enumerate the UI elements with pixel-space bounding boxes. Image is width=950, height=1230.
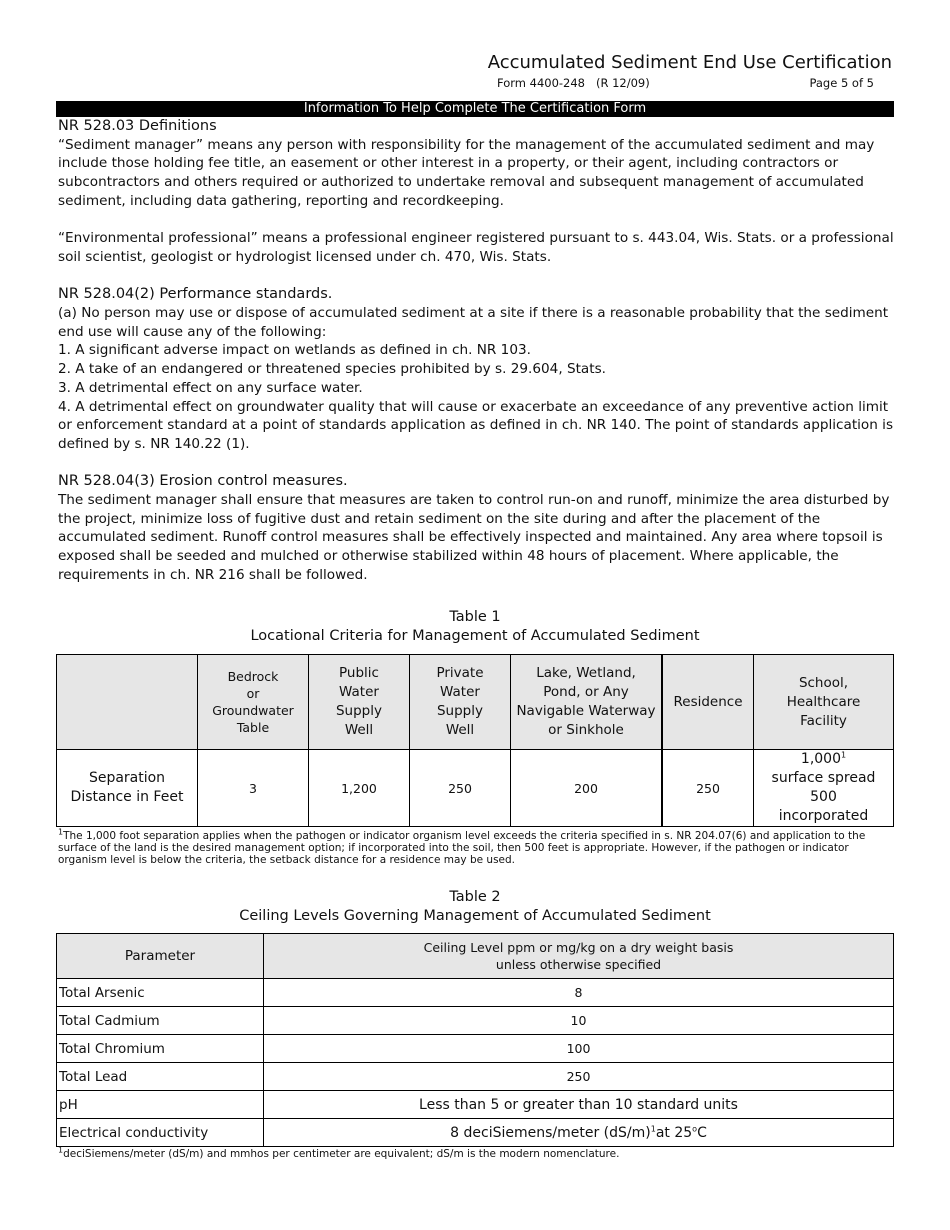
table1-caption <box>56 608 894 646</box>
table1-header-cell: Public Water Supply Well <box>309 655 410 750</box>
table2-parameter: Electrical conductivity <box>57 1119 264 1147</box>
table2-value: Less than 5 or greater than 10 standard units <box>264 1091 894 1119</box>
table2-value: 8 <box>264 979 894 1007</box>
table2-header-level: Ceiling Level ppm or mg/kg on a dry weight basis unless otherwise specified <box>264 934 894 979</box>
erosion-heading: NR 528.04(3) Erosion control measures. <box>58 473 348 490</box>
table1-header-row <box>57 655 894 750</box>
performance-item: 1. A significant adverse impact on wetlands as defined in ch. NR 103. <box>58 342 531 359</box>
ec-value-text: C <box>697 1124 707 1141</box>
table2-row <box>57 1035 894 1063</box>
performance-item: 2. A take of an endangered or threatened species prohibited by s. 29.604, Stats. <box>58 361 606 378</box>
footnote-marker: 1 <box>841 750 847 760</box>
page-number: Page 5 of 5 <box>809 76 874 90</box>
table1-value: 1,200 <box>309 750 410 827</box>
table2-value: 10 <box>264 1007 894 1035</box>
degree-mark: o <box>692 1123 698 1133</box>
body-text <box>58 117 894 585</box>
table1-footnote <box>58 827 898 866</box>
table1-value: 250 <box>410 750 511 827</box>
footnote-marker: 1 <box>58 827 64 837</box>
table1-school-value: 1,000 <box>800 751 841 767</box>
table2-row <box>57 1119 894 1147</box>
table1-title: Locational Criteria for Management of Accumulated Sediment <box>250 628 700 644</box>
table1-school-value: surface spread <box>771 770 876 786</box>
table1-header-cell: School, Healthcare Facility <box>754 655 894 750</box>
footnote-marker: 1 <box>58 1145 64 1155</box>
table2-caption <box>56 888 894 926</box>
table2-parameter: Total Arsenic <box>57 979 264 1007</box>
ec-value-text: at 25 <box>655 1124 693 1141</box>
table1-school-value: 500 <box>810 789 837 805</box>
ec-value-text: 8 deciSiemens/meter (dS/m) <box>450 1124 651 1141</box>
table2-header-parameter: Parameter <box>57 934 264 979</box>
table2-number: Table 2 <box>449 889 501 905</box>
table2-parameter: Total Chromium <box>57 1035 264 1063</box>
table2-parameter: Total Cadmium <box>57 1007 264 1035</box>
table1-header-cell: Residence <box>662 655 754 750</box>
table2-row <box>57 1063 894 1091</box>
table1-header-cell <box>57 655 198 750</box>
table1-header-cell: Bedrock or Groundwater Table <box>198 655 309 750</box>
erosion-text: The sediment manager shall ensure that measures are taken to control run-on and runoff, minimize the area disturbed by the project, minimize loss of fugitive dust and retain sediment on the site during and after the placement of the accumulated sediment. Runoff control measures shall be effectively inspected and maintained. Any area where topsoil is exposed shall be seeded and mulched or otherwise stabilized within 48 hours of placement. Where applicable, the requirements in ch. NR 216 shall be followed. <box>58 492 890 583</box>
form-number: Form 4400-248 (R 12/09) <box>497 76 650 90</box>
table1-number: Table 1 <box>449 609 501 625</box>
table1-row-label: Separation Distance in Feet <box>57 750 198 827</box>
performance-intro: (a) No person may use or dispose of accumulated sediment at a site if there is a reasonable probability that the sediment end use will cause any of the following: <box>58 305 889 340</box>
table2-row <box>57 1007 894 1035</box>
table2-footnote <box>58 1145 898 1160</box>
table2-value: 100 <box>264 1035 894 1063</box>
table2-header-row <box>57 934 894 979</box>
table1-footnote-text: The 1,000 foot separation applies when the pathogen or indicator organism level exceeds the criteria specified in s. NR 204.07(6) and application to the surface of the land is the desired management option; if incorporated into the soil, then 500 feet is appropriate. However, if the pathogen or indicator organism level is below the criteria, the setback distance for a residence may be used. <box>58 830 866 866</box>
table1-value: 250 <box>662 750 754 827</box>
table1-school-cell <box>754 750 894 827</box>
table2-row <box>57 979 894 1007</box>
table1-school-value: incorporated <box>778 808 869 824</box>
definition-environmental-professional: “Environmental professional” means a professional engineer registered pursuant to s. 443.04, Wis. Stats. or a professional soil scientist, geologist or hydrologist licensed under ch. 470, Wis. Stats. <box>58 230 894 265</box>
performance-heading: NR 528.04(2) Performance standards. <box>58 286 333 303</box>
footnote-marker: 1 <box>650 1123 656 1133</box>
table1-value: 3 <box>198 750 309 827</box>
performance-item: 4. A detrimental effect on groundwater quality that will cause or exacerbate an exceedance of any preventive action limit or enforcement standard at a point of standards application as defined in ch. NR 140. The point of standards application is defined by s. NR 140.22 (1). <box>58 398 894 452</box>
table2-row <box>57 1091 894 1119</box>
table2-title: Ceiling Levels Governing Management of Accumulated Sediment <box>239 908 711 924</box>
table2-parameter: Total Lead <box>57 1063 264 1091</box>
form-title: Accumulated Sediment End Use Certification <box>487 52 892 73</box>
table2-value <box>264 1119 894 1147</box>
table1 <box>56 654 894 827</box>
table2-value: 250 <box>264 1063 894 1091</box>
table1-value: 200 <box>511 750 663 827</box>
table2-footnote-text: deciSiemens/meter (dS/m) and mmhos per centimeter are equivalent; dS/m is the modern nomenclature. <box>63 1148 620 1160</box>
table1-header-cell: Private Water Supply Well <box>410 655 511 750</box>
definition-sediment-manager: “Sediment manager” means any person with responsibility for the management of the accumulated sediment and may include those holding fee title, an easement or other interest in a property, or their agent, including contractors or subcontractors and others required or authorized to undertake removal and subsequent management of accumulated sediment, including data gathering, reporting and recordkeeping. <box>58 136 875 209</box>
performance-item: 3. A detrimental effect on any surface water. <box>58 379 363 396</box>
table2-parameter: pH <box>57 1091 264 1119</box>
table2 <box>56 933 894 1147</box>
table1-header-cell: Lake, Wetland, Pond, or Any Navigable Waterway or Sinkhole <box>511 655 663 750</box>
section-band: Information To Help Complete The Certification Form <box>56 101 894 117</box>
definitions-heading: NR 528.03 Definitions <box>58 118 217 134</box>
table1-row <box>57 750 894 827</box>
